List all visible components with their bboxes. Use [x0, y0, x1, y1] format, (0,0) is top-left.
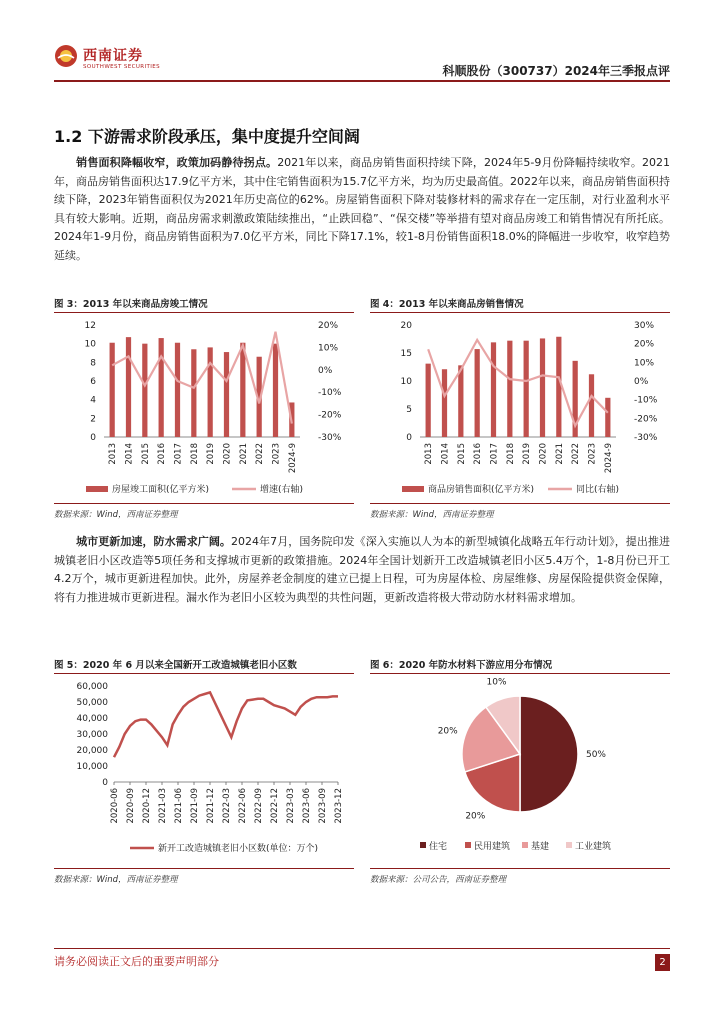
- slice-label: 20%: [437, 726, 458, 737]
- x-tick-label: 2023-09: [318, 788, 328, 824]
- figure-5-title: 图 5：2020 年 6 月以来全国新开工改造城镇老旧小区数: [54, 660, 297, 671]
- x-tick-label: 2022: [571, 443, 582, 465]
- line-series: [112, 332, 292, 424]
- figure-4-chart: [370, 315, 670, 500]
- x-tick-label: 2022-12: [270, 788, 280, 824]
- paragraph-sales: [54, 154, 670, 265]
- y-right-tick-label: 30%: [634, 321, 655, 331]
- page-number: 2: [655, 954, 670, 971]
- bar: [524, 341, 529, 437]
- x-tick-label: 2023: [271, 443, 282, 465]
- figure-6-bottom-rule: [370, 868, 670, 869]
- figure-6-chart: [370, 676, 670, 864]
- bar: [175, 343, 180, 437]
- figure-5-chart: [54, 676, 354, 864]
- x-tick-label: 2020-09: [126, 788, 136, 824]
- bar: [491, 342, 496, 437]
- x-tick-label: 2023-03: [286, 788, 296, 824]
- x-tick-label: 2021-09: [190, 788, 200, 824]
- figure-3-bottom-rule: [54, 503, 354, 504]
- y-tick-label: 12: [84, 321, 96, 331]
- y-right-tick-label: 10%: [318, 343, 339, 354]
- y-tick-label: 30,000: [76, 730, 108, 740]
- x-tick-label: 2023-06: [302, 788, 312, 824]
- x-tick-label: 2017: [173, 443, 184, 465]
- southwest-securities-logo-icon: [54, 44, 78, 68]
- line-series: [114, 692, 338, 757]
- y-right-tick-label: 10%: [634, 358, 655, 369]
- paragraph-body: 2024年7月，国务院印发《深入实施以人为本的新型城镇化战略五年行动计划》，提出推进城镇老旧小区改造等5项任务和支撑城市更新的政策措施。2024年全国计划新开工改造城镇老旧小区5.4万个，1-8月份已开工4.2万个，城市更新进程加快。此外，房屋养老金制度的建立已提上日程，可为房屋体检、房屋维修、房屋保险提供资金保障，将有力推进城市更新进程。漏水作为老旧小区较为典型的共性问题，更新改造将极大带动防水材料需求增加。: [54, 535, 670, 604]
- y-right-tick-label: -30%: [634, 433, 658, 443]
- logo-text-en: SOUTHWEST SECURITIES: [83, 64, 161, 70]
- bar: [442, 369, 447, 437]
- figure-3-source: 数据来源：Wind，西南证券整理: [54, 510, 178, 520]
- bar: [475, 349, 480, 437]
- bar: [110, 343, 115, 437]
- x-tick-label: 2020: [222, 443, 233, 465]
- y-right-tick-label: 0%: [318, 365, 333, 376]
- legend-label-line: 同比(右轴): [576, 485, 620, 495]
- paragraph-lead: 销售面积降幅收窄，政策加码静待拐点。: [76, 156, 278, 169]
- slice-label: 50%: [585, 750, 607, 760]
- x-tick-label: 2024-9: [287, 443, 298, 474]
- x-tick-label: 2022: [255, 443, 266, 465]
- footer-disclaimer: 请务必阅读正文后的重要声明部分: [54, 955, 219, 968]
- bar: [458, 365, 463, 437]
- bar: [556, 337, 561, 437]
- bar: [605, 398, 610, 437]
- x-tick-label: 2014: [440, 443, 451, 465]
- slice-label: 20%: [465, 811, 486, 822]
- slice-label: 10%: [486, 677, 507, 688]
- y-tick-label: 0: [102, 778, 108, 788]
- x-tick-label: 2021-03: [158, 788, 168, 824]
- figure-6-source: 数据来源：公司公告，西南证券整理: [370, 875, 507, 885]
- x-tick-label: 2019: [206, 443, 217, 465]
- bar: [426, 364, 431, 437]
- figure-5-rule: [54, 673, 354, 674]
- bar: [191, 349, 196, 437]
- legend-label: 基建: [531, 842, 550, 852]
- x-tick-label: 2020: [538, 443, 549, 465]
- y-right-tick-label: 20%: [634, 339, 655, 350]
- x-tick-label: 2015: [140, 443, 151, 465]
- bar: [540, 338, 545, 437]
- figure-5-source: 数据来源：Wind，西南证券整理: [54, 875, 178, 885]
- legend-swatch: [522, 842, 528, 848]
- legend-label: 住宅: [429, 842, 448, 852]
- y-right-tick-label: -10%: [318, 388, 342, 399]
- legend-swatch-bar: [86, 486, 108, 492]
- bar: [224, 352, 229, 437]
- legend-swatch: [566, 842, 572, 848]
- x-tick-label: 2015: [456, 443, 467, 465]
- report-title: 科顺股份（300737）2024年三季报点评: [442, 64, 670, 78]
- figure-6-rule: [370, 673, 670, 674]
- y-tick-label: 60,000: [76, 682, 108, 692]
- bar: [126, 337, 131, 437]
- paragraph-lead: 城市更新加速，防水需求广阔。: [76, 535, 231, 548]
- y-tick-label: 0: [90, 433, 96, 443]
- header-divider: [54, 80, 670, 82]
- y-tick-label: 20,000: [76, 746, 108, 756]
- x-tick-label: 2020-12: [142, 788, 152, 824]
- x-tick-label: 2014: [124, 443, 135, 465]
- bar: [507, 341, 512, 437]
- legend-label-bar: 房屋竣工面积(亿平方米): [112, 485, 210, 495]
- line-series: [428, 340, 608, 426]
- x-tick-label: 2021-12: [206, 788, 216, 824]
- figure-3-chart: [54, 315, 354, 500]
- x-tick-label: 2018: [189, 443, 200, 465]
- bar: [208, 347, 213, 437]
- x-tick-label: 2020-06: [110, 788, 120, 824]
- y-tick-label: 2: [90, 414, 96, 425]
- y-right-tick-label: -10%: [634, 395, 658, 406]
- x-tick-label: 2021-06: [174, 788, 184, 824]
- y-tick-label: 40,000: [76, 714, 108, 724]
- figure-6-title: 图 6：2020 年防水材料下游应用分布情况: [370, 660, 553, 671]
- legend-swatch: [465, 842, 471, 848]
- section-title: 1.2 下游需求阶段承压，集中度提升空间阔: [54, 127, 360, 146]
- y-right-tick-label: -20%: [634, 414, 658, 425]
- legend-label-bar: 商品房销售面积(亿平方米): [428, 485, 535, 495]
- y-right-tick-label: 20%: [318, 321, 339, 331]
- x-tick-label: 2024-9: [603, 443, 614, 474]
- y-tick-label: 8: [90, 358, 96, 369]
- paragraph-urban-renewal: [54, 533, 670, 607]
- figure-4-source: 数据来源：Wind，西南证券整理: [370, 510, 494, 520]
- x-tick-label: 2021: [238, 443, 249, 465]
- figure-4-bottom-rule: [370, 503, 670, 504]
- x-tick-label: 2018: [505, 443, 516, 465]
- figure-4-title: 图 4：2013 年以来商品房销售情况: [370, 299, 524, 310]
- y-tick-label: 50,000: [76, 698, 108, 708]
- x-tick-label: 2023-12: [334, 788, 344, 824]
- figure-3-rule: [54, 312, 354, 313]
- figure-4-rule: [370, 312, 670, 313]
- y-tick-label: 15: [400, 349, 412, 359]
- x-tick-label: 2023: [587, 443, 598, 465]
- bar: [589, 374, 594, 437]
- y-right-tick-label: -20%: [318, 410, 342, 421]
- x-tick-label: 2022-03: [222, 788, 232, 824]
- y-tick-label: 10: [84, 339, 96, 350]
- x-tick-label: 2021: [554, 443, 565, 465]
- y-right-tick-label: -30%: [318, 433, 342, 443]
- x-tick-label: 2019: [522, 443, 533, 465]
- x-tick-label: 2017: [489, 443, 500, 465]
- legend-label: 工业建筑: [575, 842, 612, 852]
- x-tick-label: 2016: [157, 443, 168, 465]
- figure-5-bottom-rule: [54, 868, 354, 869]
- y-right-tick-label: 0%: [634, 377, 649, 387]
- y-tick-label: 10,000: [76, 762, 108, 772]
- bar: [142, 344, 147, 437]
- y-tick-label: 5: [406, 405, 412, 415]
- x-tick-label: 2016: [473, 443, 484, 465]
- y-tick-label: 6: [90, 377, 96, 387]
- figure-3-title: 图 3：2013 年以来商品房竣工情况: [54, 299, 208, 310]
- paragraph-body: 2021年以来，商品房销售面积持续下降，2024年5-9月份降幅持续收窄。2021年，商品房销售面积达17.9亿平方米，其中住宅销售面积为15.7亿平方米，均为历史最高值。2022年以来，商品房销售面积持续下降，2023年销售面积仅为2021年历史高位的62%。房屋销售面积下降对装修材料的需求存在一定压制，对行业盈利水平具有较大影响。近期，商品房需求刺激政策陆续推出，“止跌回稳”、“保交楼”等举措有望对商品房竣工和销售情况有所托底。2024年1-9月份，商品房销售面积为7.0亿平方米，同比下降17.1%，较1-8月份销售面积18.0%的降幅进一步收窄，收窄趋势延续。: [54, 156, 670, 262]
- x-tick-label: 2013: [108, 443, 119, 465]
- x-tick-label: 2022-06: [238, 788, 248, 824]
- pie-slice: [520, 696, 578, 812]
- legend-label: 民用建筑: [474, 842, 511, 852]
- footer-divider: [54, 948, 670, 949]
- y-tick-label: 10: [400, 377, 412, 387]
- bar: [273, 344, 278, 437]
- bar: [240, 343, 245, 437]
- x-tick-label: 2022-09: [254, 788, 264, 824]
- legend-swatch: [420, 842, 426, 848]
- y-tick-label: 20: [400, 321, 412, 331]
- logo-text-cn: 西南证券: [83, 48, 143, 64]
- legend-label-line: 增速(右轴): [260, 485, 304, 495]
- x-tick-label: 2013: [424, 443, 435, 465]
- y-tick-label: 0: [406, 433, 412, 443]
- legend-label-line: 新开工改造城镇老旧小区数(单位：万个): [158, 844, 319, 854]
- legend-swatch-bar: [402, 486, 424, 492]
- y-tick-label: 4: [90, 395, 96, 406]
- bar: [159, 338, 164, 437]
